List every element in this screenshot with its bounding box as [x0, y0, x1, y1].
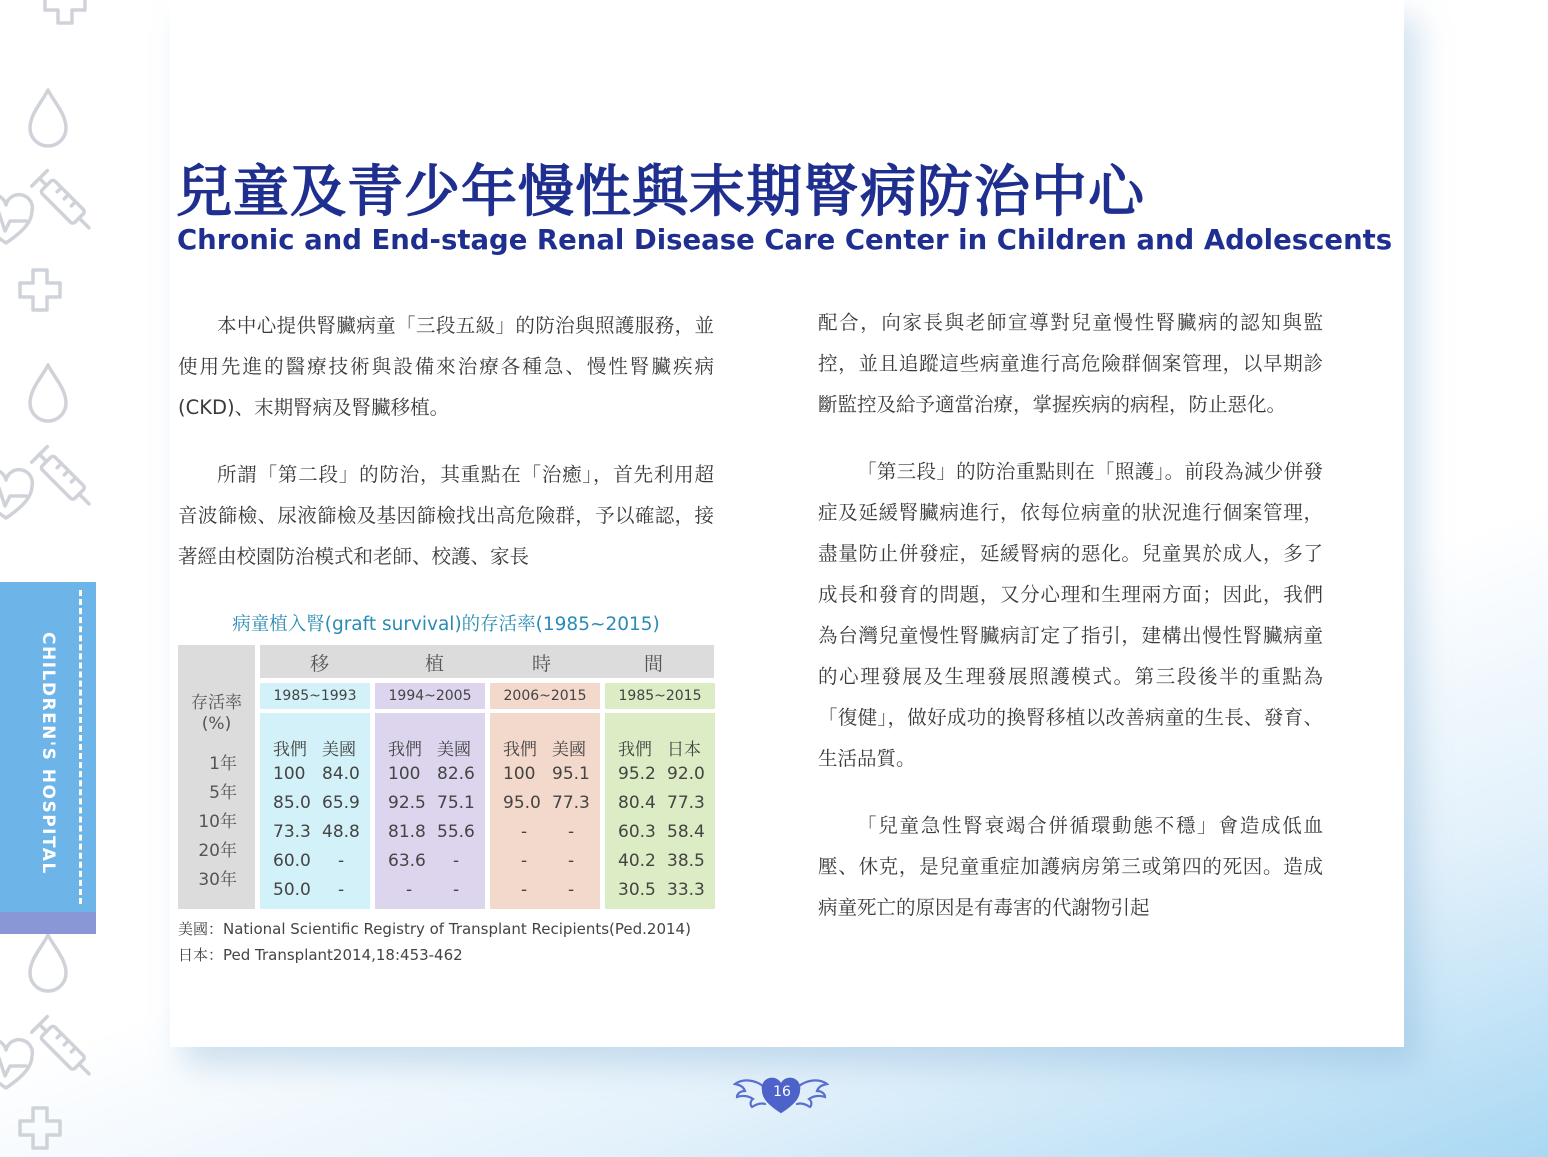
page-title-chinese: 兒童及青少年慢性與末期腎病防治中心 [176, 160, 1145, 225]
survival-value: 77.3 [552, 793, 590, 813]
survival-value: 82.6 [437, 764, 475, 784]
year-label: 1年 [209, 754, 237, 774]
survival-value: 100 [273, 764, 306, 784]
survival-value: 38.5 [667, 851, 705, 871]
side-tab-dashed-line [79, 590, 82, 904]
survival-value: 80.4 [618, 793, 656, 813]
survival-value: 85.0 [273, 793, 311, 813]
page-title-english: Chronic and End-stage Renal Disease Care Center in Children and Adolescents [177, 224, 1393, 256]
syringe-icon [32, 171, 97, 236]
plus-outline-icon [20, 1108, 60, 1148]
survival-value: - [338, 880, 345, 900]
column-header: 我們 [388, 740, 422, 760]
survival-value: 92.0 [667, 764, 705, 784]
survival-value: 60.3 [618, 822, 656, 842]
water-drop-icon [30, 90, 66, 146]
survival-value: 92.5 [388, 793, 426, 813]
column-header: 我們 [618, 740, 652, 760]
survival-value: 73.3 [273, 822, 311, 842]
survival-value: 33.3 [667, 880, 705, 900]
plus-outline-icon [45, 0, 85, 23]
year-label: 10年 [198, 812, 237, 832]
survival-value: 48.8 [322, 822, 360, 842]
survival-value: 58.4 [667, 822, 705, 842]
paragraph: 本中心提供腎臟病童「三段五級」的防治與照護服務，並使用先進的醫療技術與設備來治療各種急、慢性腎臟疾病(CKD)、末期腎病及腎臟移植。 [178, 314, 714, 419]
year-label: 20年 [198, 841, 237, 861]
source-note-us: 美國：National Scientific Registry of Transplant Recipients(Ped.2014) [178, 920, 691, 938]
table-group-1 [260, 683, 370, 909]
group-body [490, 713, 600, 909]
column-header: 我們 [503, 740, 537, 760]
right-text-column [818, 302, 1323, 928]
survival-value: - [453, 880, 460, 900]
survival-value: 75.1 [437, 793, 475, 813]
survival-value: 81.8 [388, 822, 426, 842]
water-drop-icon [30, 365, 66, 421]
survival-value: 63.6 [388, 851, 426, 871]
survival-value: 65.9 [322, 793, 360, 813]
paragraph: 所謂「第二段」的防治，其重點在「治癒」，首先利用超音波篩檢、尿液篩檢及基因篩檢找出高危險群，予以確認，接著經由校園防治模式和老師、校護、家長 [178, 463, 714, 568]
side-tab-label: CHILDREN'S HOSPITAL [38, 631, 58, 875]
table-group-4 [605, 683, 715, 909]
period-label: 1985~1993 [260, 683, 370, 709]
column-header: 日本 [667, 740, 701, 760]
group-body [375, 713, 485, 909]
survival-value: 50.0 [273, 880, 311, 900]
period-label: 2006~2015 [490, 683, 600, 709]
survival-value: - [521, 851, 528, 871]
side-tab-bottom-band [0, 912, 96, 934]
survival-value: - [568, 822, 575, 842]
survival-value: - [406, 880, 413, 900]
survival-value: 40.2 [618, 851, 656, 871]
group-body [605, 713, 715, 909]
source-note-japan: 日本：Ped Transplant2014,18:453-462 [178, 946, 463, 964]
medical-icon-pattern [0, 0, 120, 1157]
graft-survival-table [178, 645, 714, 909]
survival-value: 95.0 [503, 793, 541, 813]
survival-value: 30.5 [618, 880, 656, 900]
group-body [260, 713, 370, 909]
period-label: 1994~2005 [375, 683, 485, 709]
table-title: 病童植入腎(graft survival)的存活率(1985~2015) [232, 614, 660, 635]
transplant-period-header [260, 645, 714, 678]
header-char: 植 [425, 653, 445, 675]
syringe-icon [32, 447, 97, 512]
column-header: 美國 [552, 740, 586, 760]
survival-value: 55.6 [437, 822, 475, 842]
syringe-icon [32, 1017, 97, 1082]
page-number: 16 [773, 1084, 791, 1100]
survival-value: - [521, 880, 528, 900]
survival-value: 84.0 [322, 764, 360, 784]
left-text-column [178, 305, 714, 577]
header-char: 時 [532, 653, 552, 675]
survival-value: 60.0 [273, 851, 311, 871]
paragraph: 「第三段」的防治重點則在「照護」。前段為減少併發症及延緩腎臟病進行，依每位病童的狀況進行個案管理，盡量防止併發症，延緩腎病的惡化。兒童異於成人，多了成長和發育的問題，又分心理和生理兩方面；因此，我們為台灣兒童慢性腎臟病訂定了指引，建構出慢性腎臟病童的心理發展及生理發展照護模式。第三段後半的重點為「復健」，做好成功的換腎移植以改善病童的生長、發育、生活品質。 [818, 460, 1323, 770]
column-header: 我們 [273, 740, 307, 760]
header-char: 間 [644, 653, 664, 675]
heartbeat-heart-icon [0, 1040, 32, 1088]
survival-value: 100 [388, 764, 421, 784]
survival-value: 77.3 [667, 793, 705, 813]
heartbeat-heart-icon [0, 470, 32, 518]
paragraph: 配合，向家長與老師宣導對兒童慢性腎臟病的認知與監控，並且追蹤這些病童進行高危險群個案管理，以早期診斷監控及給予適當治療，掌握疾病的病程，防止惡化。 [818, 311, 1323, 416]
survival-value: 95.2 [618, 764, 656, 784]
side-tab [0, 582, 96, 934]
year-label: 30年 [198, 870, 237, 890]
water-drop-icon [30, 935, 66, 991]
row-header-unit: (%) [201, 714, 232, 734]
header-char: 移 [310, 653, 330, 675]
survival-value: 100 [503, 764, 536, 784]
period-label: 1985~2015 [605, 683, 715, 709]
column-header: 美國 [437, 740, 471, 760]
survival-value: - [338, 851, 345, 871]
year-label: 5年 [209, 783, 237, 803]
paragraph: 「兒童急性腎衰竭合併循環動態不穩」會造成低血壓、休克，是兒童重症加護病房第三或第四的死因。造成病童死亡的原因是有毒害的代謝物引起 [818, 814, 1323, 919]
row-header-label: 存活率 [191, 693, 242, 713]
survival-value: 95.1 [552, 764, 590, 784]
column-header: 美國 [322, 740, 356, 760]
survival-value: - [568, 851, 575, 871]
plus-outline-icon [20, 270, 60, 310]
survival-value: - [453, 851, 460, 871]
table-group-2 [375, 683, 485, 909]
survival-value: - [521, 822, 528, 842]
row-header-column [178, 645, 255, 909]
table-group-3 [490, 683, 600, 909]
heartbeat-heart-icon [0, 195, 32, 243]
survival-value: - [568, 880, 575, 900]
